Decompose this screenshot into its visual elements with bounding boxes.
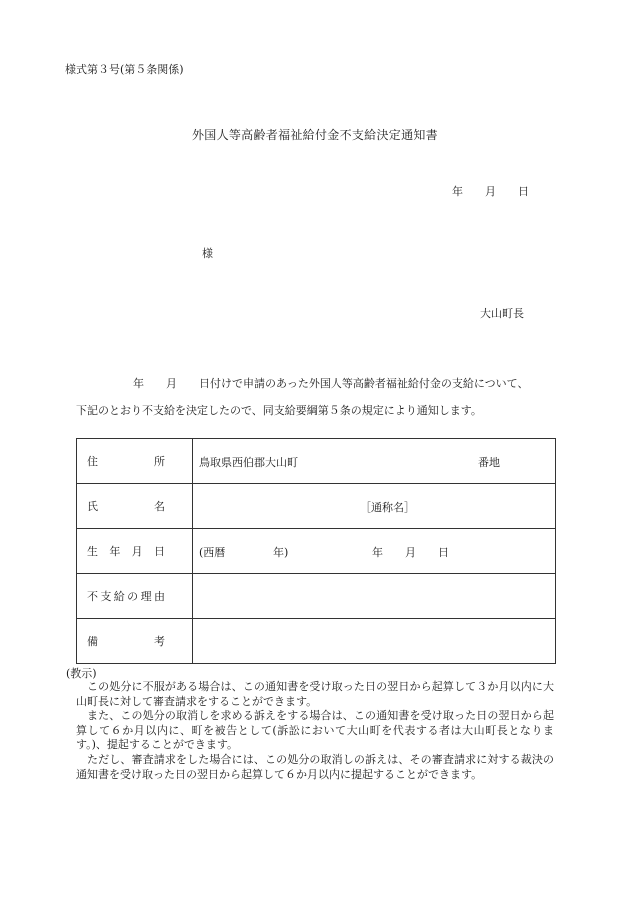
instruction-heading: (教示) [66,667,97,680]
label-char: 給 [113,590,125,603]
table-row-name [77,484,556,529]
address-label [77,439,193,484]
label-char: 考 [154,635,165,648]
birth-day-label: 日 [438,546,449,559]
label-char: の [127,590,139,603]
reason-value-cell [193,574,556,619]
date-day-label: 日 [518,185,529,198]
name-value-cell [193,484,556,529]
form-number: 様式第３号(第５条関係) [65,63,184,76]
birthdate-parts [372,544,449,560]
alias-name-bracket: ［通称名］ [360,501,415,514]
label-char: 住 [87,455,98,468]
body-text-line-1: 年 月 日付けで申請のあった外国人等高齢者福祉給付金の支給について、 [133,377,529,390]
label-char: 年 [109,545,121,558]
instruction-paragraph-1: この処分に不服がある場合は、この通知書を受け取った日の翌日から起算して３か月以内に大山町長に対して審査請求をすることができます。 [76,680,554,708]
birth-year-label: 年 [372,546,383,559]
body-text-line-2: 下記のとおり不支給を決定したので、同支給要綱第５条の規定により通知します。 [76,404,482,417]
label-char: 所 [154,455,165,468]
table-row-reason [77,574,556,619]
label-char: 由 [153,590,165,603]
label-char: 日 [153,545,165,558]
label-char: 名 [154,500,165,513]
birth-month-label: 月 [405,546,416,559]
label-char: 理 [140,590,152,603]
address-lot-suffix: 番地 [478,456,500,469]
instruction-paragraph-3: ただし、審査請求をした場合には、この処分の取消しの訴えは、その審査請求に対する裁決の通知書を受け取った日の翌日から起算して６か月以内に提起することができます。 [76,753,554,781]
table-row-address [77,439,556,484]
recipient-info-table [76,438,556,664]
era-open: (西暦 [199,546,226,559]
table-row-remarks [77,619,556,664]
reason-label [77,574,193,619]
document-title: 外国人等高齢者福祉給付金不支給決定通知書 [191,128,438,142]
date-year-label: 年 [452,185,463,198]
remarks-value-cell [193,619,556,664]
label-char: 不 [87,590,98,603]
remarks-label [77,619,193,664]
label-char: 生 [87,545,98,558]
name-label [77,484,193,529]
date-month-label: 月 [485,185,496,198]
label-char: 氏 [87,500,98,513]
issuer-name: 大山町長 [480,307,524,320]
label-char: 備 [87,635,98,648]
address-prefecture-town: 鳥取県西伯郡大山町 [199,456,298,469]
birthdate-label [77,529,193,574]
address-value-cell [193,439,556,484]
issue-date-line [452,183,529,199]
label-char: 支 [100,590,112,603]
era-close: 年) [273,546,289,559]
instruction-paragraph-2: また、この処分の取消しを求める訴えをする場合は、この通知書を受け取った日の翌日から起算して６か月以内に、町を被告として(訴訟において大山町を代表する者は大山町長となります。)、提起することができます。 [76,709,554,751]
addressee-honorific: 様 [202,247,213,260]
birthdate-value-cell [193,529,556,574]
label-char: 月 [131,545,143,558]
table-row-birthdate [77,529,556,574]
